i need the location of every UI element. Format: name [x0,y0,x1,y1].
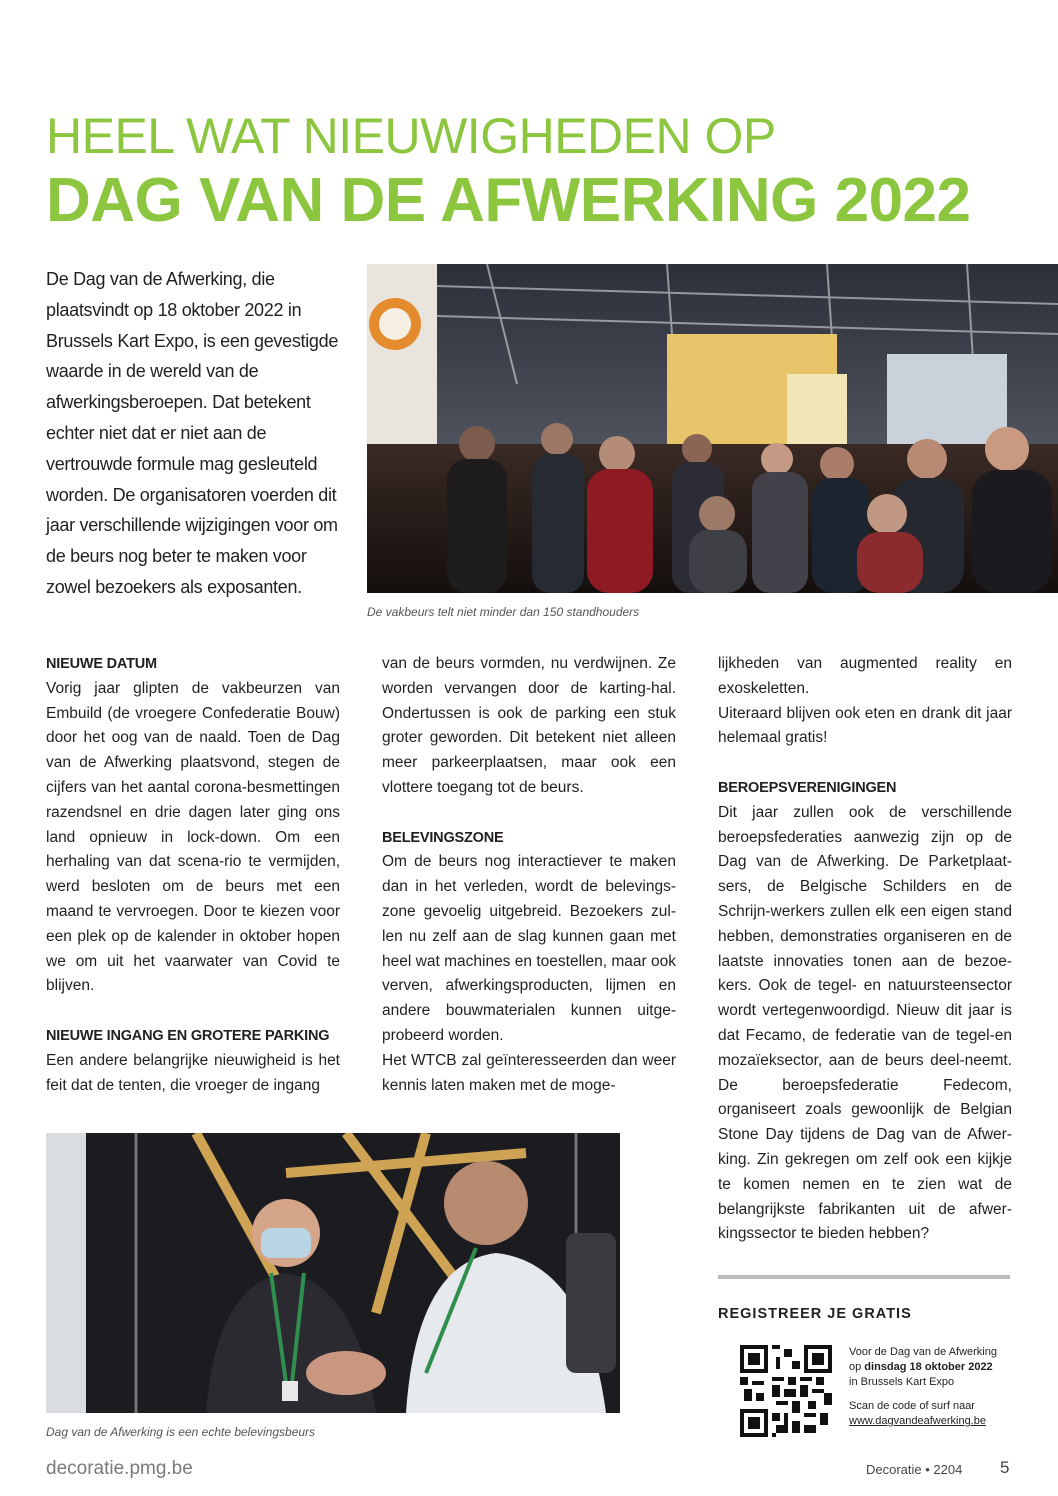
intro-line: De Dag van de Afwerking, die [46,269,275,289]
paragraph-wtcb-continued: lijkheden van augmented reality en exoskeletten. [718,655,1012,697]
page-number: 5 [1000,1458,1010,1477]
section-heading-beroepsverenigingen: BEROEPSVERENIGINGEN [718,779,897,796]
intro-line: worden. De organisatoren voerden dit [46,484,337,505]
photo-trade-fair-crowd [367,264,1058,593]
paragraph-nieuwe-ingang: Een andere belangrijke nieuwigheid is het feit dat de tenten, die vroeger de ingang [46,1051,340,1094]
intro-paragraph [46,264,346,603]
paragraph-nieuwe-datum: Vorig jaar glipten de vakbeurzen van Embuild (de vroegere Confederatie Bouw) door het oog van de naald. Toen de Dag van de Afwerking plaatsvond, stegen de cijfers van het aantal corona-besmettingen razendsnel en drie dagen later ging ons land opnieuw in lock-down. Om een herhaling van dat scena-rio te vermijden, werd besloten om de beurs met een maand te vervroegen. Door te kiezen voor een plek op de kalender in oktober hopen we om uit het vaarwater van Covid te blijven. [46,679,340,995]
intro-line: Brussels Kart Expo, is een gevestigde [46,330,339,351]
photo-trade-fair-illustration [367,264,1058,593]
headline-line-2: DAG VAN DE AFWERKING 2022 [46,166,971,235]
register-website-link[interactable]: www.dagvandeafwerking.be [849,1415,986,1427]
qr-code-icon[interactable] [740,1345,832,1437]
section-heading-nieuwe-datum: NIEUWE DATUM [46,656,157,672]
register-line-2-prefix: op [849,1361,865,1373]
register-title: REGISTREER JE GRATIS [718,1306,912,1322]
register-info [849,1345,1019,1429]
article-column-1 [46,652,340,1098]
intro-line: zowel bezoekers als exposanten. [46,576,302,597]
footer-website[interactable]: decoratie.pmg.be [46,1458,193,1479]
photo-exoskeleton-demo [46,1133,620,1413]
paragraph-eten-drank: Uiteraard blijven ook eten en drank dit jaar helemaal gratis! [718,704,1012,747]
paragraph-wtcb: Het WTCB zal geïnteresseerden dan weer kennis laten maken met de moge- [382,1051,676,1094]
intro-line: vertrouwde formule mag gesleuteld [46,453,318,474]
paragraph-belevingszone: Om de beurs nog interactiever te maken dan in het verleden, wordt de belevings-zone gevoelig uitgebreid. Bezoekers zul-len nu zelf aan de slag kunnen gaan met heel wat machines en toestellen, maar ook verven, afwerkingsproducten, lijmen en andere bouwmaterialen kunnen uitge-probeerd worden. [382,853,676,1044]
caption-photo-2: Dag van de Afwerking is een echte belevingsbeurs [46,1425,316,1439]
paragraph-nieuwe-ingang-continued: van de beurs vormden, nu verdwijnen. Ze worden vervangen door de karting-hal. Ondertussen is ook de parking een stuk groter geworden. Dit betekent niet alleen meer parkeerplaatsen, maar ook een vlottere toegang tot de beurs. [382,655,676,796]
register-line-3: in Brussels Kart Expo [849,1376,955,1388]
footer-issue: Decoratie • 2204 [866,1462,963,1477]
intro-line: afwerkingsberoepen. Dat betekent [46,392,311,413]
caption-photo-1: De vakbeurs telt niet minder dan 150 standhouders [367,605,640,619]
intro-line: plaatsvindt op 18 oktober 2022 in [46,299,302,320]
section-heading-nieuwe-ingang: NIEUWE INGANG EN GROTERE PARKING [46,1027,330,1044]
intro-line: waarde in de wereld van de [46,361,259,382]
photo-exoskeleton-illustration [46,1133,620,1413]
register-line-4: Scan de code of surf naar [849,1400,975,1412]
paragraph-beroepsverenigingen: Dit jaar zullen ook de verschillende beroepsfederaties aanwezig zijn op de Dag van de Afwerking. De Parketplaat-sers, de Belgische Schilders en de Schrijn-werkers zullen elk een eigen stand hebben, demonstraties organiseren en de laatste innovaties tonen aan de bezoe-kers. Ook de tegel- en natuursteensector wordt vertegenwoordigd. Nieuw dit jaar is dat Fecamo, de federatie van de tegel-en mozaïeksector, aan de beurs deel-neemt. De beroepsfederatie Fedecom, organiseert zoals gewoonlijk de Belgian Stone Day tijdens de Dag van de Afwer-king. Zin gekregen om zelf ook een kijkje te komen nemen en te zien wat de belangrijkste fabrikanten uit de afwer-kingssector te bieden hebben? [718,803,1012,1243]
register-date: dinsdag 18 oktober 2022 [864,1361,993,1373]
headline-line-1: HEEL WAT NIEUWIGHEDEN OP [46,108,776,164]
divider-rule [718,1275,1010,1279]
article-column-2 [382,652,676,1098]
register-line-2 [849,1360,1019,1375]
intro-line: de beurs nog beter te maken voor [46,546,307,567]
section-heading-belevingszone: BELEVINGSZONE [382,829,504,846]
intro-line: jaar verschillende wijzigingen voor om [46,515,338,536]
article-column-3 [718,652,1012,1247]
intro-line: echter niet dat er niet aan de [46,422,267,443]
register-line-1: Voor de Dag van de Afwerking [849,1346,997,1358]
